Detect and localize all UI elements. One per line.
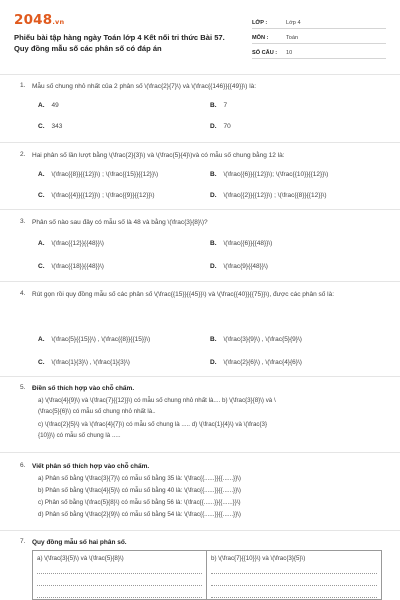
option-label: D. [210,263,217,270]
fill-line: a) Phân số bằng \(\frac{3}{7}\) có mẫu số bằng 35 là: \(\frac{{......}}{{......}}\) [38,475,241,482]
option-b[interactable] [210,240,272,247]
option-a[interactable] [38,171,158,178]
option-label: A. [38,336,45,343]
option-label: C. [38,263,45,270]
option-label: A. [38,102,45,109]
option-d[interactable] [210,123,231,130]
option-text: \(\frac{9}{{48}}\) [223,263,268,270]
option-c[interactable] [38,263,104,270]
option-text: \(\frac{1}{3}\) , \(\frac{1}{3}\) [51,359,130,366]
option-text: \(\frac{{6}}{{12}}\); \(\frac{{10}}{{12}}\) [223,171,329,178]
option-text: \(\frac{{18}}{{48}}\) [51,263,104,270]
divider [0,209,400,210]
question-number: 7. [20,538,26,545]
info-value: 10 [286,50,293,56]
option-label: D. [210,123,217,130]
worksheet-header [14,12,386,70]
option-text: \(\frac{3}{9}\) , \(\frac{5}{9}\) [223,336,302,343]
divider [0,74,400,75]
info-label: LỚP : [252,20,268,26]
divider [0,281,400,282]
option-text: \(\frac{{4}}{{12}}\) ; \(\frac{{9}}{{12}}\) [51,192,155,199]
option-text: 70 [223,123,231,130]
fill-line: {10}}\) có mẫu số chung là ..... [38,432,121,439]
answer-dotted-line [211,573,377,574]
question-number: 4. [20,290,26,297]
divider [0,530,400,531]
option-text: 49 [51,102,59,109]
cell-prompt: a) \(\frac{3}{5}\) và \(\frac{5}{8}\) [37,555,124,562]
fill-line: c) Phân số bằng \(\frac{5}{8}\) có mẫu số bằng 56 là: \(\frac{{......}}{{......}}\) [38,499,241,506]
logo-text: 2048 [14,12,53,28]
option-a[interactable] [38,102,59,109]
fill-line: c) \(\frac{2}{5}\) và \(\frac{4}{7}\) có mẫu số chung là ..... d) \(\frac{1}{4}\) và \(\frac{3} [38,421,268,428]
info-row-class [252,14,386,29]
option-label: C. [38,192,45,199]
answer-table [32,550,382,600]
option-label: C. [38,359,45,366]
info-value: Toán [286,35,299,41]
option-c[interactable] [38,359,130,366]
option-label: A. [38,240,45,247]
question-text: Viết phân số thích hợp vào chỗ chấm. [32,463,150,470]
option-text: \(\frac{{8}}{{12}}\) ; \(\frac{{15}}{{12}}\) [51,171,159,178]
question-number: 3. [20,218,26,225]
question-number: 1. [20,82,26,89]
answer-dotted-line [37,585,202,586]
title-line-1: Phiếu bài tập hàng ngày Toán lớp 4 Kết nối tri thức Bài 57. [14,33,225,42]
title-line-2: Quy đồng mẫu số các phân số có đáp án [14,44,162,53]
question-number: 6. [20,462,26,469]
question-text: Quy đồng mẫu số hai phân số. [32,539,127,546]
option-b[interactable] [210,102,227,109]
option-label: D. [210,359,217,366]
question-text: Phân số nào sau đây có mẫu số là 48 và bằng \(\frac{3}{8}\)? [32,219,208,226]
answer-dotted-line [211,585,377,586]
option-text: \(\frac{2}{6}\) , \(\frac{4}{6}\) [223,359,302,366]
option-a[interactable] [38,336,150,343]
option-d[interactable] [210,263,268,270]
option-text: 343 [51,123,63,130]
option-b[interactable] [210,336,302,343]
option-b[interactable] [210,171,328,178]
answer-dotted-line [37,597,202,598]
fill-line: b) Phân số bằng \(\frac{4}{5}\) có mẫu số bằng 40 là: \(\frac{{......}}{{......}}\) [38,487,241,494]
fill-line: d) Phân số bằng \(\frac{2}{9}\) có mẫu số bằng 54 là: \(\frac{{......}}{{......}}\) [38,511,241,518]
divider [0,142,400,143]
question-number: 2. [20,151,26,158]
question-text: Mẫu số chung nhỏ nhất của 2 phân số \(\frac{2}{7}\) và \(\frac{{146}}{{49}}\) là: [32,83,257,90]
fill-line: a) \(\frac{4}{9}\) và \(\frac{7}{{12}}\) có mẫu số chung nhỏ nhất là.... b) \(\frac{3}{8}\) và \ [38,397,276,404]
site-logo[interactable] [14,12,64,28]
option-text: \(\frac{{2}}{{12}}\) ; \(\frac{{8}}{{12}}\) [223,192,327,199]
divider [0,452,400,453]
option-label: B. [210,240,217,247]
answer-cell-b[interactable] [207,551,381,599]
info-value: Lớp 4 [286,20,301,26]
question-text: Rút gọn rồi quy đồng mẫu số các phân số \(\frac{{15}}{{45}}\) và \(\frac{{40}}{{75}}\), được các phân số là: [32,291,335,298]
option-label: B. [210,171,217,178]
cell-prompt: b) \(\frac{7}{{10}}\) và \(\frac{3}{5}\) [211,555,306,562]
info-box [252,14,386,59]
option-a[interactable] [38,240,104,247]
question-text: Hai phân số lần lượt bằng \(\frac{2}{3}\) và \(\frac{5}{4}\)và có mẫu số chung bằng 12 là: [32,152,285,159]
fill-line: (\frac{5}{6}\) có mẫu số chung nhỏ nhất là.. [38,408,156,415]
answer-dotted-line [37,573,202,574]
divider [0,376,400,377]
option-c[interactable] [38,123,62,130]
option-c[interactable] [38,192,155,199]
info-label: SỐ CÂU : [252,50,278,56]
option-text: \(\frac{5}{{15}}\) , \(\frac{{8}}{{15}}\) [51,336,151,343]
document-title [14,32,240,54]
logo-tld: .vn [52,18,65,26]
option-text: \(\frac{{12}}{{48}}\) [51,240,104,247]
option-label: D. [210,192,217,199]
option-label: C. [38,123,45,130]
option-label: B. [210,336,217,343]
question-text: Điền số thích hợp vào chỗ chấm. [32,385,135,392]
option-d[interactable] [210,359,302,366]
option-d[interactable] [210,192,327,199]
option-text: \(\frac{{6}}{{48}}\) [223,240,273,247]
answer-dotted-line [211,597,377,598]
option-text: 7 [223,102,228,109]
info-label: MÔN : [252,35,269,41]
info-row-count [252,44,386,59]
question-number: 5. [20,384,26,391]
info-row-subject [252,29,386,44]
option-label: B. [210,102,217,109]
option-label: A. [38,171,45,178]
answer-cell-a[interactable] [33,551,207,599]
